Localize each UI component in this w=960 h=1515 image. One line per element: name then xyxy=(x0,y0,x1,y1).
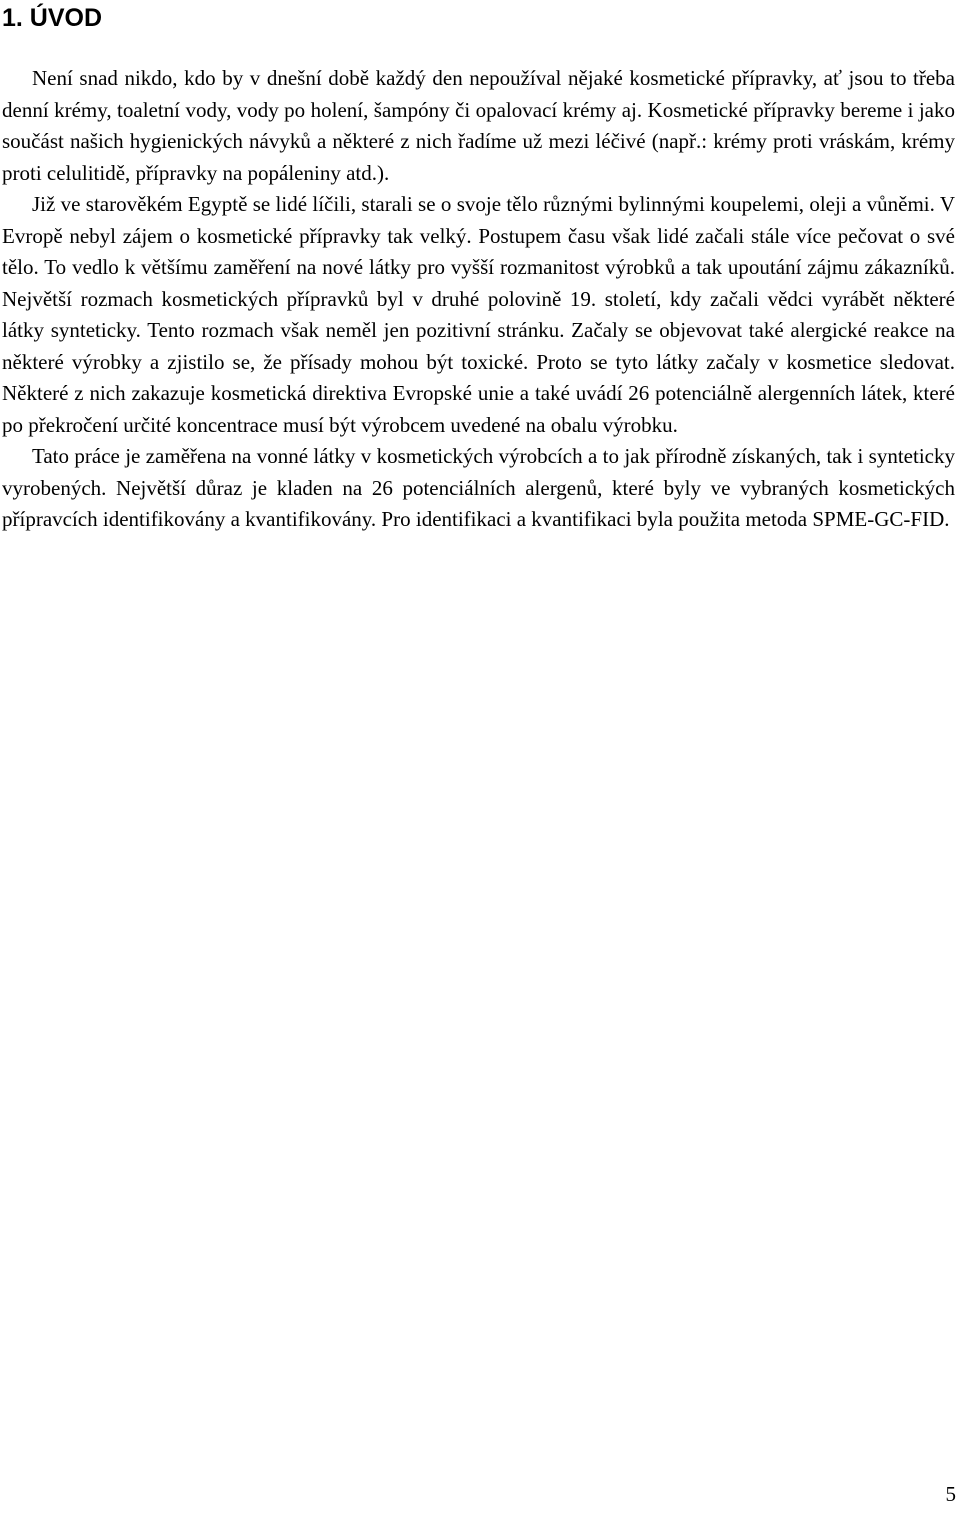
paragraph-aim: Tato práce je zaměřena na vonné látky v kosmetických výrobcích a to jak přírodně získaných, tak i synteticky vyrobených. Největší důraz je kladen na 26 potenciálních alergenů, které byly ve vybraných kosmetických přípravcích identifikovány a kvantifikovány. Pro identifikaci a kvantifikaci byla použita metoda SPME-GC-FID. xyxy=(2,444,955,531)
paragraph-history: Již ve starověkém Egyptě se lidé líčili, starali se o svoje tělo různými bylinnými koupelemi, oleji a vůněmi. V Evropě nebyl zájem o kosmetické přípravky tak velký. Postupem času však lidé začali stále více pečovat o své tělo. To vedlo k většímu zaměření na nové látky pro vyšší rozmanitost výrobků a tak upoutání zájmu zákazníků. Největší rozmach kosmetických přípravků byl v druhé polovině 19. století, kdy začali vědci vyrábět některé látky synteticky. Tento rozmach však neměl jen pozitivní stránku. Začaly se objevovat také alergické reakce na některé výrobky a zjistilo se, že přísady mohou být toxické. Proto se tyto látky začaly v kosmetice sledovat. Některé z nich zakazuje kosmetická direktiva Evropské unie a také uvádí 26 potenciálně alergenních látek, které po překročení určité koncentrace musí být výrobcem uvedené na obalu výrobku. xyxy=(2,192,955,437)
page-title: 1. ÚVOD xyxy=(2,4,103,32)
page-number: 5 xyxy=(945,1482,956,1506)
paragraph-intro: Není snad nikdo, kdo by v dnešní době každý den nepoužíval nějaké kosmetické přípravky, ať jsou to třeba denní krémy, toaletní vody, vody po holení, šampóny či opalovací krémy aj. Kosmetické přípravky bereme i jako součást našich hygienických návyků a některé z nich řadíme už mezi léčivé (např.: krémy proti vráskám, krémy proti celulitidě, přípravky na popáleniny atd.). xyxy=(2,66,955,185)
document-body xyxy=(2,63,955,536)
